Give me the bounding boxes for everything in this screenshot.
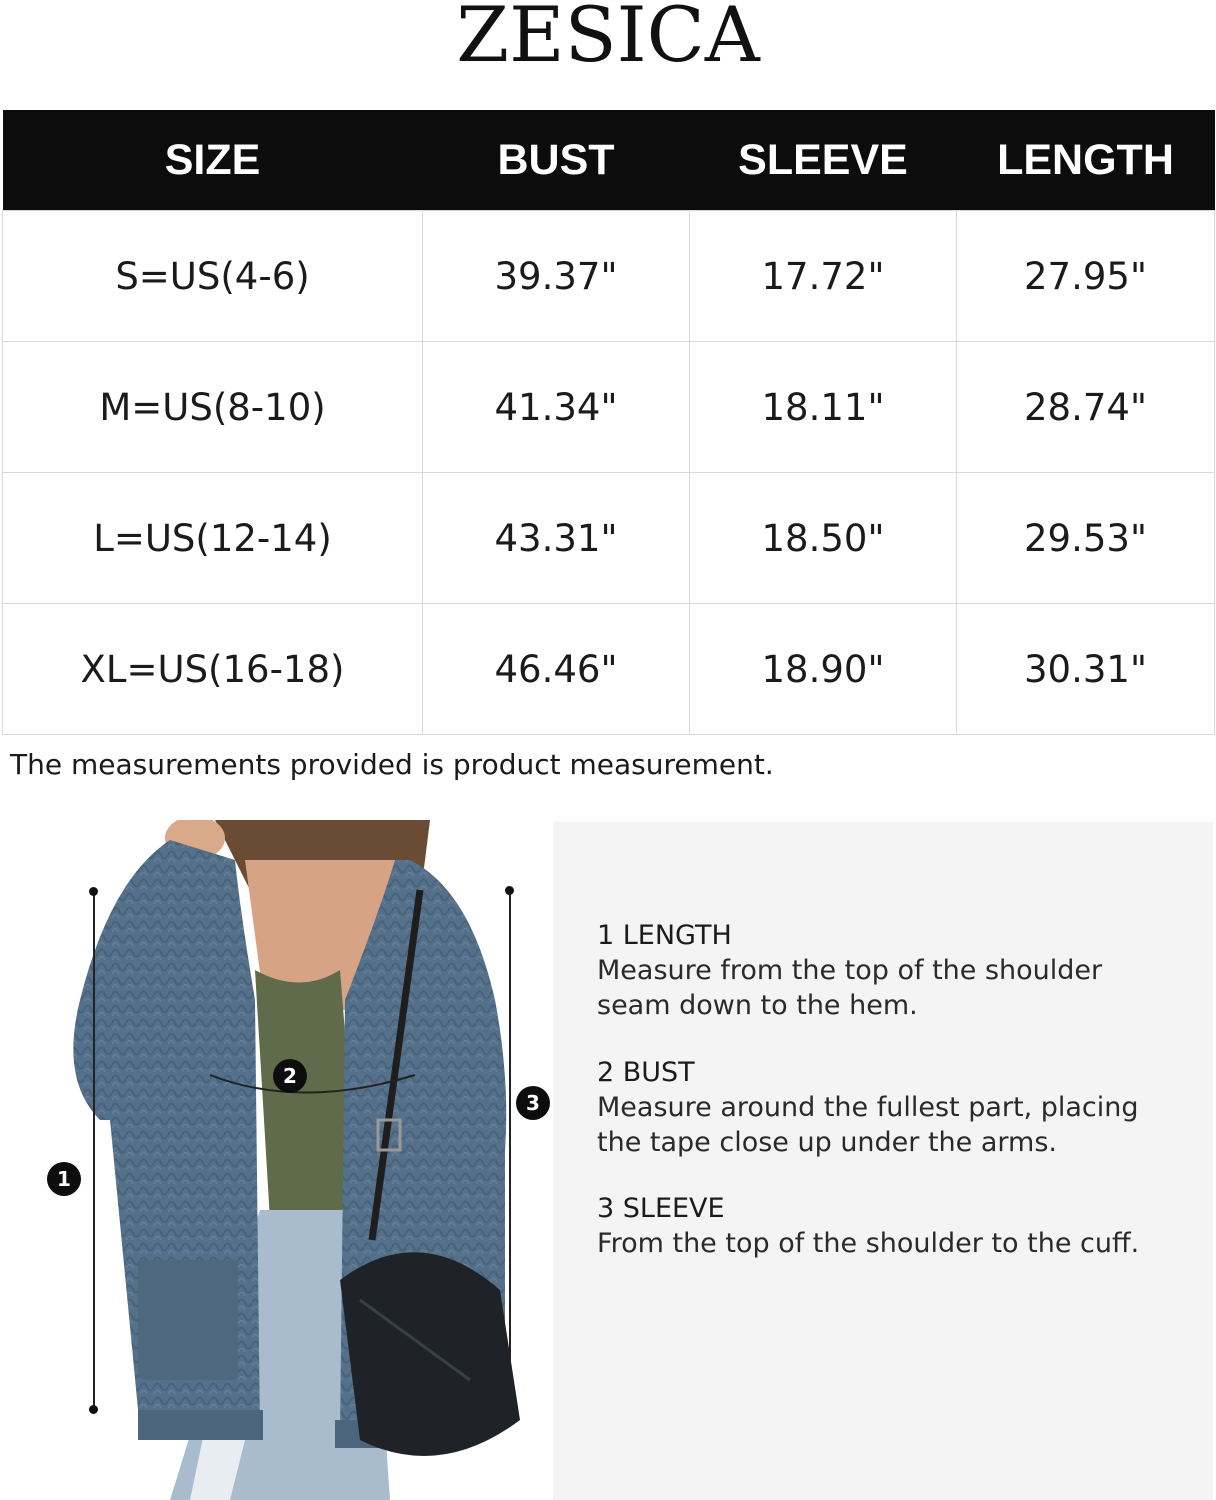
guide-sleeve-text-1: From the top of the shoulder to the cuff. bbox=[597, 1228, 1140, 1259]
cell-size: M=US(8-10) bbox=[3, 342, 423, 473]
guide-length-text-1: Measure from the top of the shoulder bbox=[597, 955, 1103, 986]
guide-length bbox=[597, 918, 1102, 1023]
length-guide-line bbox=[93, 891, 95, 1410]
guide-sleeve-title: 3 SLEEVE bbox=[597, 1193, 725, 1224]
guide-bust-title: 2 BUST bbox=[597, 1057, 695, 1088]
header-bust: BUST bbox=[423, 110, 690, 211]
length-guide-bottom-dot bbox=[89, 1405, 98, 1414]
cell-sleeve: 18.50" bbox=[690, 473, 957, 604]
marker-length: 1 bbox=[47, 1162, 81, 1196]
table-row bbox=[3, 342, 1215, 473]
size-chart-table bbox=[2, 110, 1215, 735]
cell-length: 29.53" bbox=[957, 473, 1215, 604]
header-length: LENGTH bbox=[957, 110, 1215, 211]
brand-logo: ZESICA bbox=[456, 0, 760, 79]
cell-bust: 43.31" bbox=[423, 473, 690, 604]
length-guide-top-dot bbox=[89, 887, 98, 896]
model-illustration bbox=[0, 820, 552, 1500]
cell-sleeve: 18.11" bbox=[690, 342, 957, 473]
cell-bust: 41.34" bbox=[423, 342, 690, 473]
cell-sleeve: 18.90" bbox=[690, 604, 957, 735]
guide-sleeve bbox=[597, 1191, 1139, 1261]
cell-bust: 39.37" bbox=[423, 211, 690, 342]
table-row bbox=[3, 211, 1215, 342]
guide-length-title: 1 LENGTH bbox=[597, 920, 732, 951]
cell-size: S=US(4-6) bbox=[3, 211, 423, 342]
cell-length: 28.74" bbox=[957, 342, 1215, 473]
guide-bust bbox=[597, 1055, 1139, 1160]
table-row bbox=[3, 473, 1215, 604]
cell-sleeve: 17.72" bbox=[690, 211, 957, 342]
table-header-row bbox=[3, 110, 1215, 211]
marker-sleeve: 3 bbox=[516, 1086, 550, 1120]
sleeve-guide-top-dot bbox=[505, 886, 514, 895]
cell-length: 30.31" bbox=[957, 604, 1215, 735]
guide-length-text-2: seam down to the hem. bbox=[597, 990, 918, 1021]
table-row bbox=[3, 604, 1215, 735]
header-size: SIZE bbox=[3, 110, 423, 211]
marker-bust: 2 bbox=[273, 1059, 307, 1093]
cell-length: 27.95" bbox=[957, 211, 1215, 342]
guide-bust-text-2: the tape close up under the arms. bbox=[597, 1127, 1057, 1158]
cell-size: L=US(12-14) bbox=[3, 473, 423, 604]
cell-bust: 46.46" bbox=[423, 604, 690, 735]
sleeve-guide-line bbox=[509, 890, 511, 1393]
cell-size: XL=US(16-18) bbox=[3, 604, 423, 735]
header-sleeve: SLEEVE bbox=[690, 110, 957, 211]
measurement-note: The measurements provided is product measurement. bbox=[10, 748, 774, 781]
guide-bust-text-1: Measure around the fullest part, placing bbox=[597, 1092, 1139, 1123]
product-photo bbox=[0, 820, 552, 1500]
